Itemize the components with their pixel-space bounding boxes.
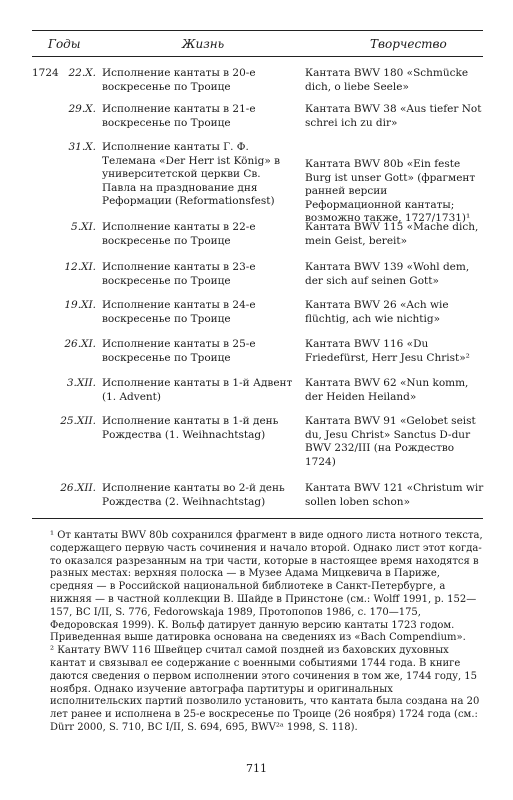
entry-work: Кантата BWV 26 «Ach wie flüchtig, ach wie nichtig» bbox=[305, 299, 449, 325]
entry-work: Кантата BWV 91 «Gelobet seist du, Jesu Christ» Sanctus D-dur BWV 232/III (на Рождество 1724) bbox=[305, 415, 476, 468]
header-life: Жизнь bbox=[182, 37, 225, 51]
entry-work: Кантата BWV 115 «Mache dich, mein Geist, bereit» bbox=[305, 221, 479, 247]
entry-work: Кантата BWV 116 «Du Friedefürst, Herr Jesu Christ»² bbox=[305, 338, 470, 364]
header-works: Творчество bbox=[370, 37, 447, 51]
entry-life: Исполнение кантаты в 23-е воскресенье по Троице bbox=[102, 261, 256, 287]
header-years: Годы bbox=[48, 37, 81, 51]
entry-date: 5.XI. bbox=[71, 221, 96, 233]
entry-life: Исполнение кантаты в 1-й день Рождества (1. Weihnachtstag) bbox=[102, 415, 279, 441]
entry-date: 25.XII. bbox=[60, 415, 96, 427]
table-header-rule bbox=[32, 56, 483, 57]
entry-work: Кантата BWV 121 «Christum wir sollen loben schon» bbox=[305, 482, 484, 508]
table-row bbox=[0, 482, 513, 522]
entry-work: Кантата BWV 62 «Nun komm, der Heiden Heiland» bbox=[305, 377, 469, 403]
entry-life: Исполнение кантаты во 2-й день Рождества (2. Weihnachtstag) bbox=[102, 482, 285, 508]
table-row bbox=[0, 299, 513, 339]
entry-date: 19.XI. bbox=[64, 299, 96, 311]
table-row bbox=[0, 377, 513, 417]
entry-life: Исполнение кантаты в 22-е воскресенье по Троице bbox=[102, 221, 256, 247]
entry-work: Кантата BWV 180 «Schmücke dich, o liebe Seele» bbox=[305, 67, 469, 93]
table-top-rule bbox=[32, 30, 483, 31]
entry-life: Исполнение кантаты в 25-е воскресенье по Троице bbox=[102, 338, 256, 364]
entry-work: Кантата BWV 80b «Ein feste Burg ist unser Gott» (фрагмент ранней версии Реформационной кантаты; возможно также, 1727/1731)¹ bbox=[305, 158, 476, 224]
entry-date: 29.X. bbox=[68, 103, 96, 115]
entry-date: 22.X. bbox=[68, 67, 96, 79]
entry-date: 12.XI. bbox=[64, 261, 96, 273]
table-row bbox=[0, 338, 513, 378]
table-row bbox=[0, 103, 513, 143]
footnotes bbox=[50, 530, 486, 735]
table-row bbox=[0, 221, 513, 261]
table-row bbox=[0, 261, 513, 301]
entry-life: Исполнение кантаты Г. Ф. Телемана «Der Herr ist König» в университетской церкви Св. Павла на празднование дня Реформации (Reformationsfest) bbox=[102, 141, 280, 207]
footnote-2: ² Кантату BWV 116 Швейцер считал самой поздней из баховских духовных кантат и связывал ее содержание с военными событиями 1744 года. В книге даются сведения о первом исполнении этого сочинения в том же, 1744 году, 15 ноября. Однако изучение автографа партитуры и оригинальных исполнительских партий позволило установить, что кантата была создана на 20 лет ранее и исполнена в 25-е воскресенье по Троице (26 ноября) 1724 года (см.: Dürr 2000, S. 710, BC I/II, S. 694, 695, BWV²ᵃ 1998, S. 118). bbox=[50, 645, 480, 733]
table-row bbox=[0, 141, 513, 224]
entry-work: Кантата BWV 139 «Wohl dem, der sich auf seinen Gott» bbox=[305, 261, 470, 287]
table-bottom-rule bbox=[32, 518, 483, 519]
entry-life: Исполнение кантаты в 24-е воскресенье по Троице bbox=[102, 299, 256, 325]
entry-date: 31.X. bbox=[68, 141, 96, 153]
page-number: 711 bbox=[246, 762, 267, 775]
entry-date: 3.XII. bbox=[66, 377, 96, 389]
entry-work: Кантата BWV 38 «Aus tiefer Not schrei ich zu dir» bbox=[305, 103, 482, 129]
entry-date: 26.XI. bbox=[64, 338, 96, 350]
table-row bbox=[0, 415, 513, 477]
entry-life: Исполнение кантаты в 1-й Адвент (1. Advent) bbox=[102, 377, 293, 403]
table-row bbox=[0, 67, 513, 107]
entry-life: Исполнение кантаты в 21-е воскресенье по Троице bbox=[102, 103, 256, 129]
entry-date: 26.XII. bbox=[60, 482, 96, 494]
entry-life: Исполнение кантаты в 20-е воскресенье по Троице bbox=[102, 67, 256, 93]
year-label: 1724 bbox=[32, 67, 59, 79]
footnote-1: ¹ От кантаты BWV 80b сохранился фрагмент в виде одного листа нотного текста, содержащего первую часть сочинения и начало второй. Однако лист этот когда-то оказался разрезанным на три части, которые в настоящее время находятся в разных местах: верхняя полоска — в Музее Адама Мицкевича в Париже, средняя — в Российской национальной библиотеке в Санкт-Петербурге, а нижняя — в частной коллекции В. Шайде в Принстоне (см.: Wolff 1991, p. 152—157, BC I/II, S. 776, Fedorowskaja 1989, Протопопов 1986, с. 170—175, Федоровская 1999). К. Вольф датирует данную версию кантаты 1723 годом. Приведенная выше датировка основана на сведениях из «Bach Compendium». bbox=[50, 530, 483, 644]
